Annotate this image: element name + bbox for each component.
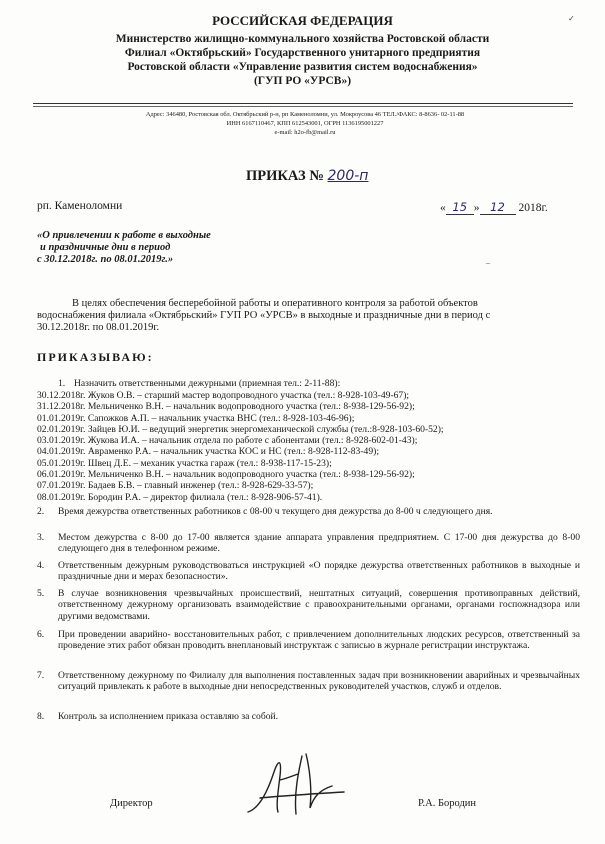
item-text: Контроль за исполнением приказа оставляю за собой. [58,711,279,722]
country-title: РОССИЙСКАЯ ФЕДЕРАЦИЯ [212,13,393,28]
duty-entry: 08.01.2019г. Бородин Р.А. – директор филиала (тел.: 8-928-906-57-41). [37,491,323,503]
duty-entry: 05.01.2019г. Швец Д.Е. – механик участка гараж (тел.: 8-938-117-15-23); [37,457,332,469]
item-text: Ответственному дежурному по Филиалу для выполнения поставленных задач при возникновении аварийных и чрезвычайных ситуаций привлекать к работе в выходные дни непосредственных руководителей участков, служб и отделов. [58,670,580,693]
order-number: 200-п [327,168,369,184]
item-number: 3. [37,532,45,543]
subject-line-3: с 30.12.2018г. по 08.01.2019г.» [37,254,174,265]
order-word: ПРИКАЗЫВАЮ: [37,350,154,364]
date-close-quote: » [473,202,480,214]
duty-entry: 07.01.2019г. Бадаев Б.В. – главный инженер (тел.: 8-928-629-33-57); [37,480,314,492]
item-text: Время дежурства ответственных работников с 08-00 ч текущего дня дежурства до 8-00 ч следующего дня. [58,506,493,517]
item-number: 8. [37,711,45,722]
dash-mark-icon: – [486,258,490,267]
preamble-line-1: В целях обеспечения бесперебойной работы и оперативного контроля за работой объектов [72,298,478,309]
item-number: 4. [37,560,45,571]
item-number: 1. [58,378,66,389]
item-number: 7. [37,670,45,681]
order-place: рп. Каменоломни [37,200,123,212]
address-line: Адрес: 346480, Ростовская обл. Октябрьский р-н, рп Каменоломни, ул. Мокроусова 46 ТЕЛ./ФАКС: 8-8636- 02-11-88 [145,111,465,118]
subject-line-1: «О привлечении к работе в выходные [37,230,211,241]
registration-line: ИНН 6167110467, КПП 612543001, ОГРН 1136195001227 [226,120,384,127]
order-day: 15 [446,200,474,215]
item-number: 2. [37,506,45,517]
duty-entry: 30.12.2018г. Жуков О.В. – старший мастер водопроводного участка (тел.: 8-928-103-49-67); [37,390,410,401]
order-title [246,168,368,185]
duty-entry: 03.01.2019г. Жукова И.А. – начальник отдела по работе с абонентами (тел.: 8-928-602-01-43); [37,435,418,447]
preamble-line-3: 30.12.2018г. по 08.01.2019г. [37,322,160,333]
duty-entry: 06.01.2019г. Мельниченко В.Н. – начальник водопроводного участка (тел.: 8-938-129-56-92); [37,469,415,481]
duty-list [37,390,444,503]
enterprise-title: Ростовской области «Управление развития систем водоснабжения» [127,61,478,73]
item-number: 6. [37,629,45,640]
duty-entry: 04.01.2019г. Авраменко Р.А. – начальник участка КОС и НС (тел.: 8-928-112-83-49); [37,446,379,458]
enterprise-abbr: (ГУП РО «УРСВ») [253,75,352,87]
order-month: 12 [480,200,516,215]
duty-entry: 02.01.2019г. Зайцев Ю.И. – ведущий энергетик энергомеханической службы (тел.:8-928-103-60-52); [37,423,444,435]
signer-position: Директор [110,798,153,809]
item-number: 5. [37,588,45,599]
item-text: При проведении аварийно- восстановительных работ, с привлечением дополнительных людских ресурсов, ответственный за проведение этих работ обязан проводить внеплановый инструктаж с записью в журнале регистрации инструктажа. [58,629,580,652]
duty-entry: 01.01.2019г. Сапожков А.П. – начальник участка ВНС (тел.: 8-928-103-46-96); [37,412,355,424]
item-text: Местом дежурства с 8-00 до 17-00 является здание аппарата управления предприятием. С 17-00 дня дежурства до 8-00 следующего дня в телефонном режиме. [58,532,580,555]
order-date [440,200,548,215]
header-divider [33,103,573,104]
email-line: e-mail: h2o-fb@mail.ru [274,129,336,136]
header-divider-thin [33,106,573,107]
order-year: 2018г. [518,202,548,214]
preamble-line-2: водоснабжения филиала «Октябрьский» ГУП РО «УРСВ» в выходные и праздничные дни в период с [37,310,491,321]
date-open-quote: « [440,202,446,214]
ministry-title: Министерство жилищно-коммунального хозяйства Ростовской области [115,33,490,45]
handwritten-signature-icon [240,750,360,820]
item-1-title: Назначить ответственными дежурными (приемная тел.: 2-11-88): [74,378,341,389]
subject-line-2: и праздничные дни в период [40,242,171,253]
branch-title: Филиал «Октябрьский» Государственного унитарного предприятия [124,47,481,59]
order-label: ПРИКАЗ № [246,168,324,184]
item-text: Ответственным дежурным руководствоваться инструкцией «О порядке дежурства ответственных работников в выходные и праздничные дни и мерах безопасности». [58,560,580,583]
duty-entry: 31.12.2018г. Мельниченко В.Н. – начальник водопроводного участка (тел.: 8-938-129-56-92); [37,401,415,413]
signer-name: Р.А. Бородин [418,798,477,809]
corner-mark-icon: ✓ [568,14,575,23]
item-text: В случае возникновения чрезвычайных происшествий, нештатных ситуаций, совершения противоправных действий, ответственному дежурному организовать взаимодействие с правоохранительными органами, органами госпожнадзора или другими ведомствами. [58,588,580,622]
